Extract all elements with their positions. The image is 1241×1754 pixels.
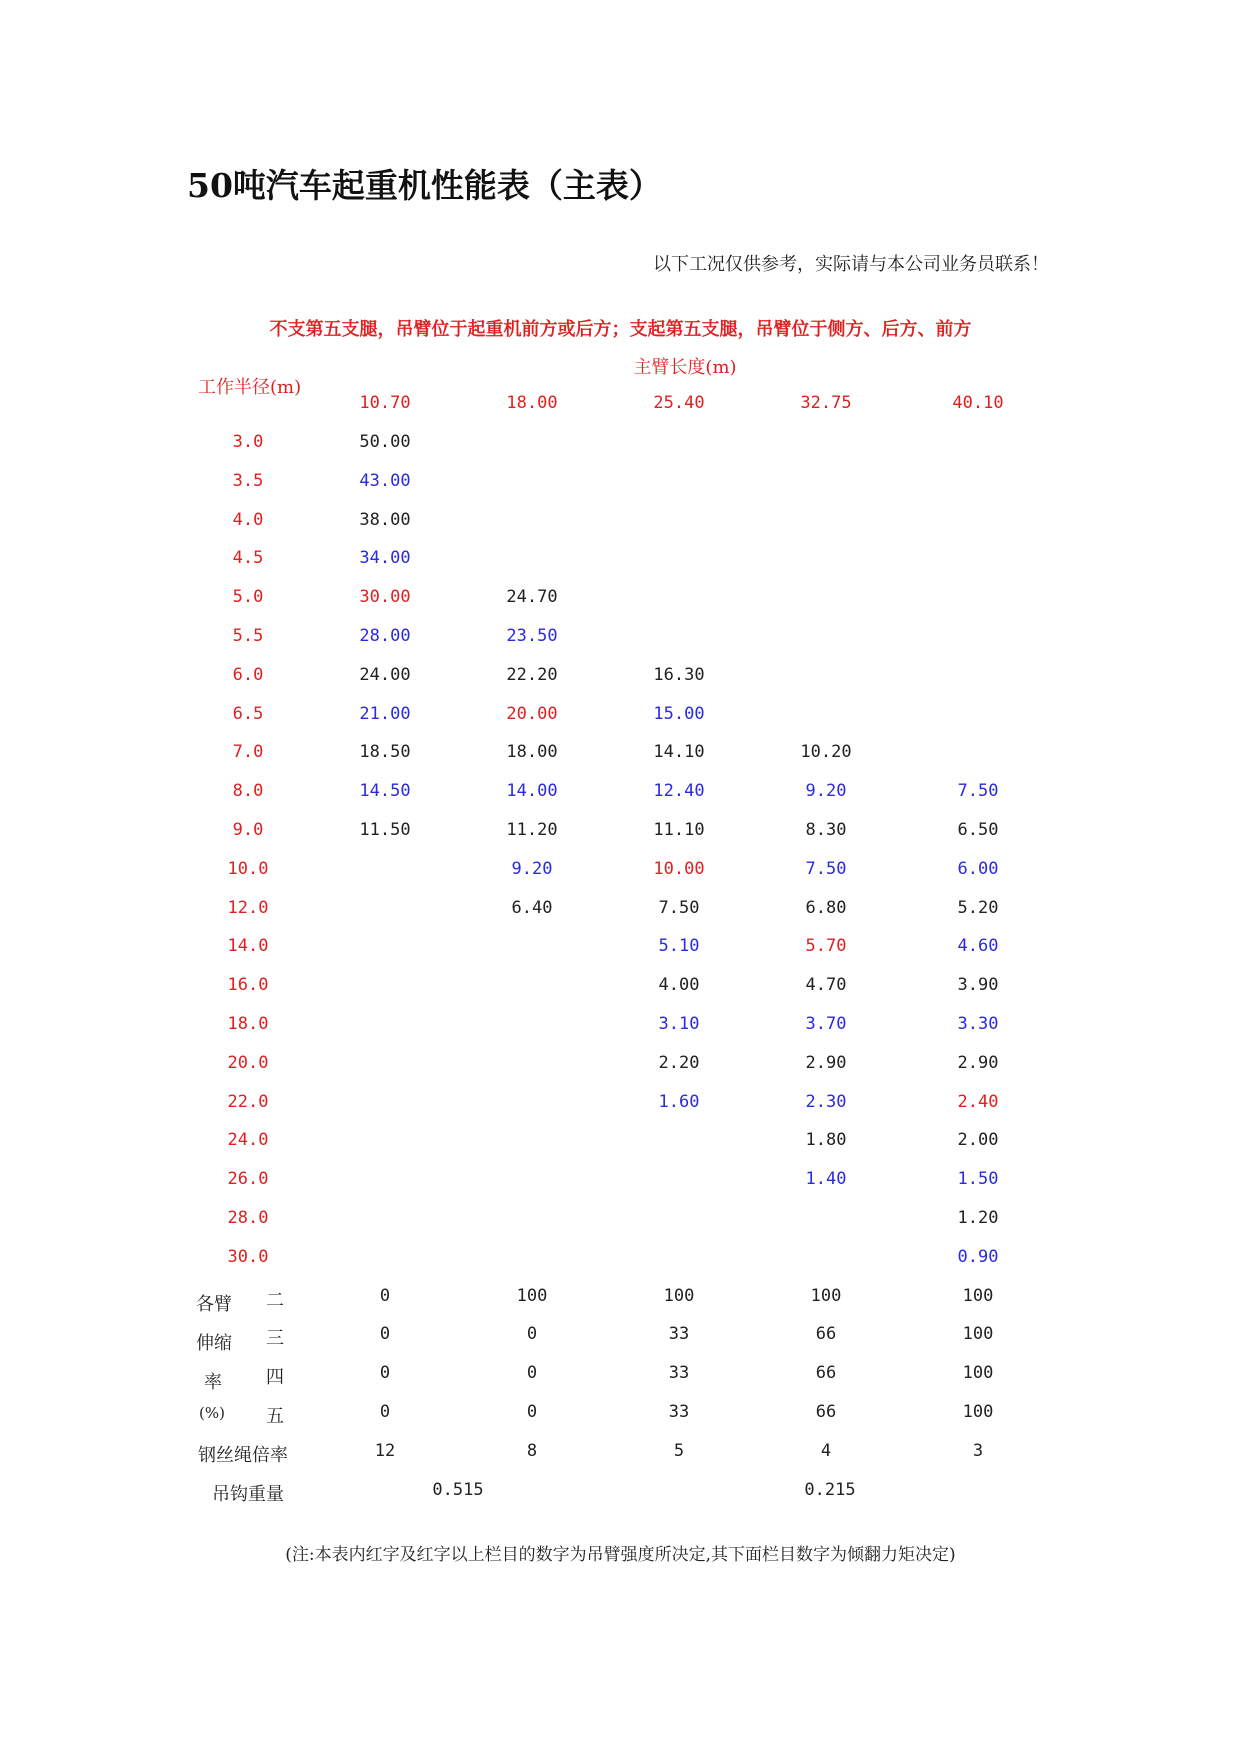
load-cell: 38.00 [359, 509, 411, 530]
boom-length-4: 32.75 [800, 393, 852, 413]
radius-cell: 24.0 [227, 1130, 269, 1151]
boom-section-label: 五 [266, 1406, 284, 1427]
load-cell: 34.00 [359, 548, 411, 569]
radius-cell: 18.0 [227, 1014, 269, 1034]
load-cell: 3.70 [805, 1014, 847, 1034]
load-cell: 1.50 [957, 1169, 999, 1190]
extension-rate-label: 各臂 [196, 1293, 232, 1315]
load-cell: 1.80 [805, 1130, 847, 1151]
load-cell: 3.10 [658, 1014, 700, 1034]
load-cell: 1.20 [957, 1208, 999, 1228]
load-cell: 11.50 [359, 820, 411, 840]
extension-rate-cell: 0 [379, 1324, 391, 1345]
load-cell: 50.00 [359, 432, 411, 452]
rope-ratio-cell: 8 [526, 1440, 538, 1461]
radius-cell: 6.5 [232, 703, 264, 724]
load-cell: 10.20 [800, 742, 852, 763]
load-cell: 6.80 [805, 897, 847, 918]
load-cell: 1.40 [805, 1169, 847, 1190]
boom-length-header: 主臂长度(m) [633, 357, 737, 378]
footnote: (注:本表内红字及红字以上栏目的数字为吊臂强度所决定,其下面栏目数字为倾翻力矩决定) [285, 1545, 956, 1565]
extension-rate-cell: 0 [526, 1363, 538, 1384]
load-cell: 6.00 [957, 858, 999, 879]
extension-rate-cell: 100 [962, 1285, 994, 1306]
boom-length-1: 10.70 [359, 393, 411, 413]
load-cell: 9.20 [511, 858, 553, 879]
load-cell: 7.50 [957, 781, 999, 802]
rope-ratio-cell: 4 [820, 1440, 832, 1461]
operating-condition: 不支第五支腿，吊臂位于起重机前方或后方；支起第五支腿，吊臂位于侧方、后方、前方 [269, 319, 972, 340]
load-cell: 30.00 [359, 587, 411, 608]
rope-ratio-cell: 12 [374, 1440, 396, 1461]
load-cell: 24.00 [359, 664, 411, 685]
load-cell: 20.00 [506, 703, 558, 724]
extension-rate-cell: 100 [962, 1324, 994, 1345]
extension-rate-cell: 0 [379, 1285, 391, 1306]
radius-cell: 28.0 [227, 1208, 269, 1228]
radius-cell: 20.0 [227, 1052, 269, 1073]
radius-cell: 9.0 [232, 820, 264, 840]
load-cell: 23.50 [506, 626, 558, 646]
load-cell: 24.70 [506, 587, 558, 608]
load-cell: 4.00 [658, 975, 700, 996]
radius-cell: 5.0 [232, 587, 264, 608]
load-cell: 6.40 [511, 897, 553, 918]
load-cell: 2.40 [957, 1091, 999, 1112]
extension-rate-cell: 100 [962, 1402, 994, 1422]
extension-rate-cell: 100 [516, 1285, 548, 1306]
load-cell: 14.10 [653, 742, 705, 763]
hook-weight-label: 吊钩重量 [212, 1483, 284, 1505]
load-cell: 7.50 [658, 897, 700, 918]
load-cell: 7.50 [805, 858, 847, 879]
radius-cell: 4.5 [232, 548, 264, 569]
load-cell: 2.30 [805, 1091, 847, 1112]
boom-section-label: 四 [266, 1367, 284, 1389]
load-cell: 5.20 [957, 897, 999, 918]
radius-cell: 10.0 [227, 858, 269, 879]
load-cell: 11.20 [506, 820, 558, 840]
load-cell: 14.00 [506, 781, 558, 802]
extension-rate-cell: 0 [379, 1363, 391, 1384]
extension-rate-cell: 33 [668, 1402, 690, 1422]
radius-cell: 12.0 [227, 897, 269, 918]
extension-rate-label: 伸缩 [196, 1332, 232, 1354]
load-cell: 4.70 [805, 975, 847, 996]
radius-cell: 7.0 [232, 742, 264, 763]
load-cell: 21.00 [359, 703, 411, 724]
load-cell: 2.20 [658, 1052, 700, 1073]
hook-weight-cell: 0.215 [804, 1479, 856, 1500]
radius-cell: 8.0 [232, 781, 264, 802]
load-cell: 0.90 [957, 1246, 999, 1267]
load-cell: 8.30 [805, 820, 847, 840]
boom-length-2: 18.00 [506, 393, 558, 413]
boom-length-5: 40.10 [952, 393, 1004, 413]
load-cell: 28.00 [359, 626, 411, 646]
load-cell: 2.90 [805, 1052, 847, 1073]
load-cell: 10.00 [653, 858, 705, 879]
rope-ratio-label: 钢丝绳倍率 [198, 1444, 288, 1466]
radius-header: 工作半径(m) [198, 377, 302, 398]
hook-weight-cell: 0.515 [432, 1479, 484, 1500]
boom-section-label: 二 [266, 1289, 284, 1311]
extension-rate-cell: 0 [379, 1402, 391, 1422]
load-cell: 12.40 [653, 781, 705, 802]
load-cell: 5.70 [805, 936, 847, 957]
load-cell: 3.30 [957, 1014, 999, 1034]
load-cell: 3.90 [957, 975, 999, 996]
boom-section-label: 三 [266, 1328, 284, 1350]
radius-cell: 5.5 [232, 626, 264, 646]
extension-rate-cell: 66 [815, 1324, 837, 1345]
radius-cell: 6.0 [232, 664, 264, 685]
extension-rate-cell: 0 [526, 1402, 538, 1422]
radius-cell: 22.0 [227, 1091, 269, 1112]
extension-rate-cell: 100 [663, 1285, 695, 1306]
extension-rate-cell: 66 [815, 1363, 837, 1384]
radius-cell: 26.0 [227, 1169, 269, 1190]
boom-length-3: 25.40 [653, 393, 705, 413]
load-cell: 16.30 [653, 664, 705, 685]
extension-rate-cell: 0 [526, 1324, 538, 1345]
extension-rate-label: (%) [199, 1403, 225, 1422]
load-cell: 6.50 [957, 820, 999, 840]
radius-cell: 14.0 [227, 936, 269, 957]
load-cell: 9.20 [805, 781, 847, 802]
extension-rate-cell: 100 [810, 1285, 842, 1306]
radius-cell: 16.0 [227, 975, 269, 996]
rope-ratio-cell: 3 [972, 1440, 984, 1461]
load-cell: 2.00 [957, 1130, 999, 1151]
reference-notice: 以下工况仅供参考，实际请与本公司业务员联系！ [653, 254, 1049, 275]
load-cell: 14.50 [359, 781, 411, 802]
extension-rate-label: 率 [204, 1371, 222, 1393]
radius-cell: 3.0 [232, 432, 264, 452]
radius-cell: 4.0 [232, 509, 264, 530]
load-cell: 4.60 [957, 936, 999, 957]
radius-cell: 3.5 [232, 470, 264, 491]
load-cell: 18.00 [506, 742, 558, 763]
load-cell: 11.10 [653, 820, 705, 840]
load-cell: 43.00 [359, 470, 411, 491]
load-cell: 22.20 [506, 664, 558, 685]
load-cell: 2.90 [957, 1052, 999, 1073]
load-cell: 5.10 [658, 936, 700, 957]
extension-rate-cell: 33 [668, 1324, 690, 1345]
radius-cell: 30.0 [227, 1246, 269, 1267]
extension-rate-cell: 66 [815, 1402, 837, 1422]
extension-rate-cell: 100 [962, 1363, 994, 1384]
extension-rate-cell: 33 [668, 1363, 690, 1384]
load-cell: 15.00 [653, 703, 705, 724]
rope-ratio-cell: 5 [673, 1440, 685, 1461]
load-cell: 18.50 [359, 742, 411, 763]
page-title: 50吨汽车起重机性能表（主表） [187, 166, 662, 205]
load-cell: 1.60 [658, 1091, 700, 1112]
